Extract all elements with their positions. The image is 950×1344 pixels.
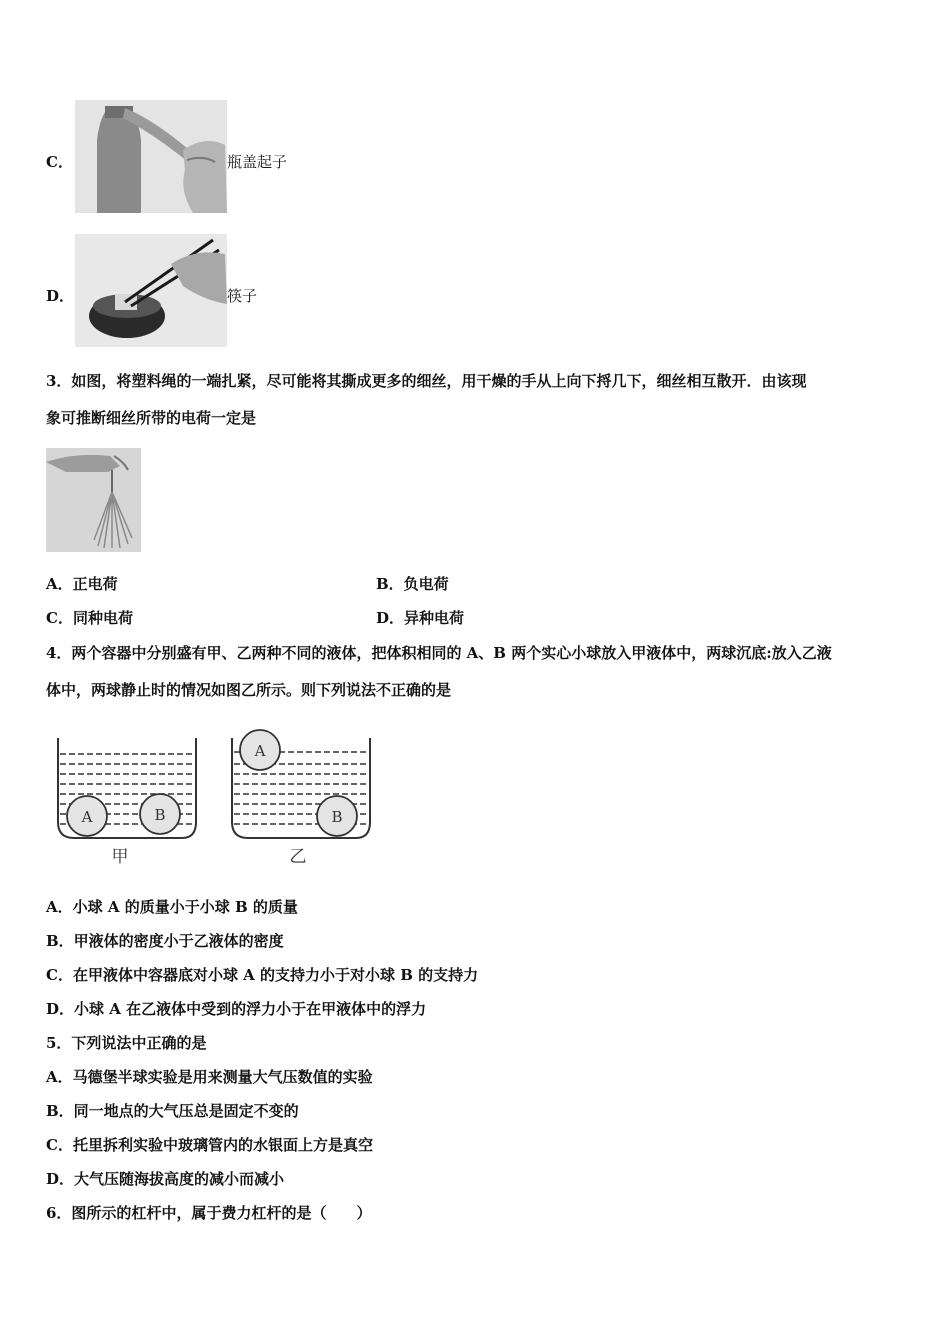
chopsticks-photo bbox=[75, 234, 227, 347]
q6-stem: 6．图所示的杠杆中，属于费力杠杆的是（ ） bbox=[46, 1204, 372, 1222]
containers-figure bbox=[46, 722, 386, 872]
q4-option-c: C．在甲液体中容器底对小球 A 的支持力小于对小球 B 的支持力 bbox=[46, 966, 479, 984]
q4-option-b: B．甲液体的密度小于乙液体的密度 bbox=[46, 932, 284, 950]
container-caption-left: 甲 bbox=[111, 847, 129, 867]
option-c-label: 瓶盖起子 bbox=[227, 153, 288, 171]
bottle-opener-photo bbox=[75, 100, 227, 213]
q5-stem: 5．下列说法中正确的是 bbox=[46, 1034, 207, 1052]
container-caption-right: 乙 bbox=[289, 847, 307, 867]
q5-option-d: D．大气压随海拔高度的减小而减小 bbox=[46, 1170, 285, 1188]
ball-b-label-right: B bbox=[331, 808, 343, 826]
q3-option-c: C．同种电荷 bbox=[46, 609, 133, 627]
q3-stem-line2: 象可推断细丝所带的电荷一定是 bbox=[46, 409, 257, 427]
q4-stem-line1: 4．两个容器中分别盛有甲、乙两种不同的液体，把体积相同的 A、B 两个实心小球放入甲液体中，两球沉底:放入乙液 bbox=[46, 644, 832, 662]
q3-option-a: A．正电荷 bbox=[46, 575, 118, 593]
q3-option-d: D．异种电荷 bbox=[376, 609, 465, 627]
q3-stem-line1: 3．如图，将塑料绳的一端扎紧，尽可能将其撕成更多的细丝，用干燥的手从上向下捋几下，细丝相互散开．由该现 bbox=[46, 372, 807, 390]
q4-option-d: D．小球 A 在乙液体中受到的浮力小于在甲液体中的浮力 bbox=[46, 1000, 427, 1018]
q5-option-c: C．托里拆利实验中玻璃管内的水银面上方是真空 bbox=[46, 1136, 373, 1154]
option-d-label: 筷子 bbox=[227, 287, 258, 305]
option-c-letter: C． bbox=[46, 153, 73, 171]
ball-a-label-right: A bbox=[254, 742, 266, 760]
q5-option-a: A．马德堡半球实验是用来测量大气压数值的实验 bbox=[46, 1068, 373, 1086]
ball-b-label-left: B bbox=[154, 806, 166, 824]
plastic-rope-photo bbox=[46, 448, 141, 552]
ball-a-label-left: A bbox=[81, 808, 93, 826]
q4-option-a: A．小球 A 的质量小于小球 B 的质量 bbox=[46, 898, 298, 916]
q5-option-b: B．同一地点的大气压总是固定不变的 bbox=[46, 1102, 299, 1120]
q3-option-b: B．负电荷 bbox=[376, 575, 449, 593]
q4-stem-line2: 体中，两球静止时的情况如图乙所示。则下列说法不正确的是 bbox=[46, 681, 452, 699]
option-d-letter: D． bbox=[46, 287, 75, 305]
